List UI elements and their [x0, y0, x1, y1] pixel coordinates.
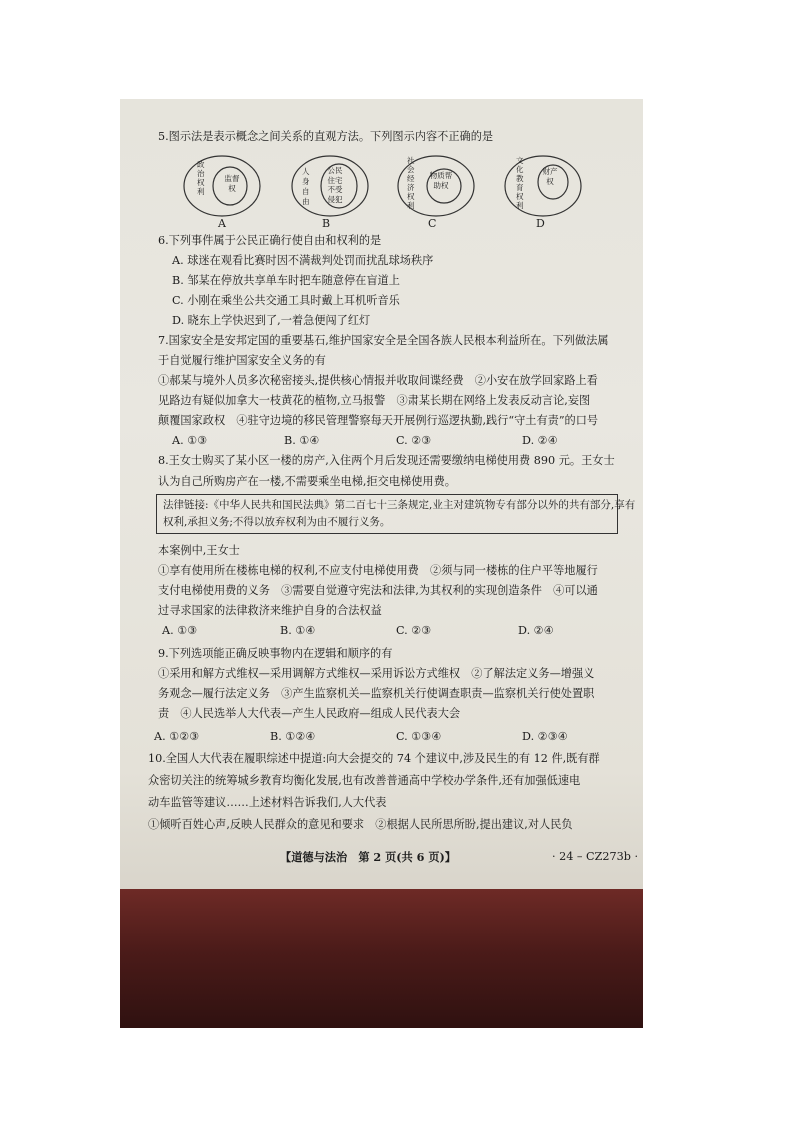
q6-option-a: A. 球迷在观看比赛时因不满裁判处罚而扰乱球场秩序	[172, 254, 434, 267]
wooden-table-surface	[120, 889, 643, 1028]
diagram-a-label: A	[218, 217, 226, 230]
diagram-b-label: B	[322, 217, 331, 230]
q6-option-b: B. 邹某在停放共享单车时把车随意停在盲道上	[172, 274, 400, 287]
q9-line: 责 ④人民选举人大代表—产生人民政府—组成人民代表大会	[158, 707, 461, 720]
q7-option-c: C. ②③	[396, 434, 432, 447]
diagram-c-label: C	[428, 217, 437, 230]
q6-option-d: D. 晓东上学快迟到了,一着急便闯了红灯	[172, 314, 371, 327]
q9-line: ①采用和解方式维权—采用调解方式维权—采用诉讼方式维权 ②了解法定义务—增强义	[158, 667, 595, 680]
diagram-a-outer: 政治权利	[197, 160, 205, 196]
photo	[120, 99, 643, 1028]
q9-option-a: A. ①②③	[154, 730, 200, 743]
q8-body: 支付电梯使用费的义务 ③需要自觉遵守宪法和法律,为其权利的实现创造条件 ④可以通	[158, 584, 598, 597]
q7-line: 于自觉履行维护国家安全义务的有	[158, 354, 326, 367]
diagram-c-outer: 社会经济权利	[407, 156, 415, 210]
q7-option-a: A. ①③	[172, 434, 208, 447]
diagram-b-inner: 公民住宅不受侵犯	[327, 166, 343, 204]
q7-option-b: B. ①④	[284, 434, 320, 447]
q8-option-a: A. ①③	[162, 624, 198, 637]
q7-line: ①郝某与境外人员多次秘密接头,提供核心情报并收取间谍经费 ②小安在放学回家路上看	[158, 374, 598, 387]
q10-line: 动车监管等建议……上述材料告诉我们,人大代表	[148, 796, 387, 809]
page-footer: 【道德与法治 第 2 页(共 6 页)】	[280, 850, 456, 864]
q8-line: 8.王女士购买了某小区一楼的房产,入住两个月后发现还需要缴纳电梯使用费 890 元。王女士	[158, 454, 615, 467]
diagram-b-outer: 人身自由	[302, 167, 310, 206]
law-link-line: 法律链接:《中华人民共和国民法典》第二百七十三条规定,业主对建筑物专有部分以外的共有部分,享有	[163, 499, 636, 511]
q6-option-c: C. 小刚在乘坐公共交通工具时戴上耳机听音乐	[172, 294, 400, 307]
q10-line: 10.全国人大代表在履职综述中提道:向大会提交的 74 个建议中,涉及民生的有 12 件,既有群	[148, 752, 600, 765]
q8-option-d: D. ②④	[518, 624, 554, 637]
q7-line: 7.国家安全是安邦定国的重要基石,维护国家安全是全国各族人民根本利益所在。下列做法属	[158, 334, 609, 347]
q9-option-d: D. ②③④	[522, 730, 568, 743]
q10-line: ①倾听百姓心声,反映人民群众的意见和要求 ②根据人民所思所盼,提出建议,对人民负	[148, 818, 573, 831]
q9-line: 9.下列选项能正确反映事物内在逻辑和顺序的有	[158, 647, 393, 660]
q8-body: ①享有使用所在楼栋电梯的权利,不应支付电梯使用费 ②须与同一楼栋的住户平等地履行	[158, 564, 598, 577]
law-link-box	[156, 494, 636, 534]
paper-code: · 24 – CZ273b ·	[552, 850, 639, 863]
law-link-line: 权利,承担义务;不得以放弃权利为由不履行义务。	[163, 516, 391, 528]
q7-option-d: D. ②④	[522, 434, 558, 447]
q9-option-c: C. ①③④	[396, 730, 442, 743]
q10-line: 众密切关注的统筹城乡教育均衡化发展,也有改善普通高中学校办学条件,还有加强低速电	[148, 774, 581, 787]
diagram-d-inner: 财产权	[542, 167, 558, 186]
q8-line: 认为自己所购房产在一楼,不需要乘坐电梯,拒交电梯使用费。	[158, 475, 456, 488]
q7-line: 颠覆国家政权 ④驻守边境的移民管理警察每天开展例行巡逻执勤,践行“守土有责”的口号	[158, 414, 599, 427]
diagram-c-inner: 物质帮助权	[429, 171, 453, 190]
q9-line: 务观念—履行法定义务 ③产生监察机关—监察机关行使调查职责—监察机关行使处置职	[158, 687, 595, 700]
q5-stem: 5.图示法是表示概念之间关系的直观方法。下列图示内容不正确的是	[158, 130, 494, 143]
diagram-d-outer: 文化教育权利	[516, 156, 524, 210]
q8-body: 过寻求国家的法律救济来维护自身的合法权益	[158, 604, 382, 617]
diagram-d-label: D	[536, 217, 545, 230]
q8-option-c: C. ②③	[396, 624, 432, 637]
q9-option-b: B. ①②④	[270, 730, 316, 743]
q8-body: 本案例中,王女士	[158, 544, 240, 557]
q7-line: 见路边有疑似加拿大一枝黄花的植物,立马报警 ③肃某长期在网络上发表反动言论,妄图	[158, 394, 591, 407]
diagram-a-inner: 监督权	[224, 174, 240, 193]
q6-stem: 6.下列事件属于公民正确行使自由和权利的是	[158, 234, 382, 247]
q8-option-b: B. ①④	[280, 624, 316, 637]
exam-page	[120, 99, 643, 889]
